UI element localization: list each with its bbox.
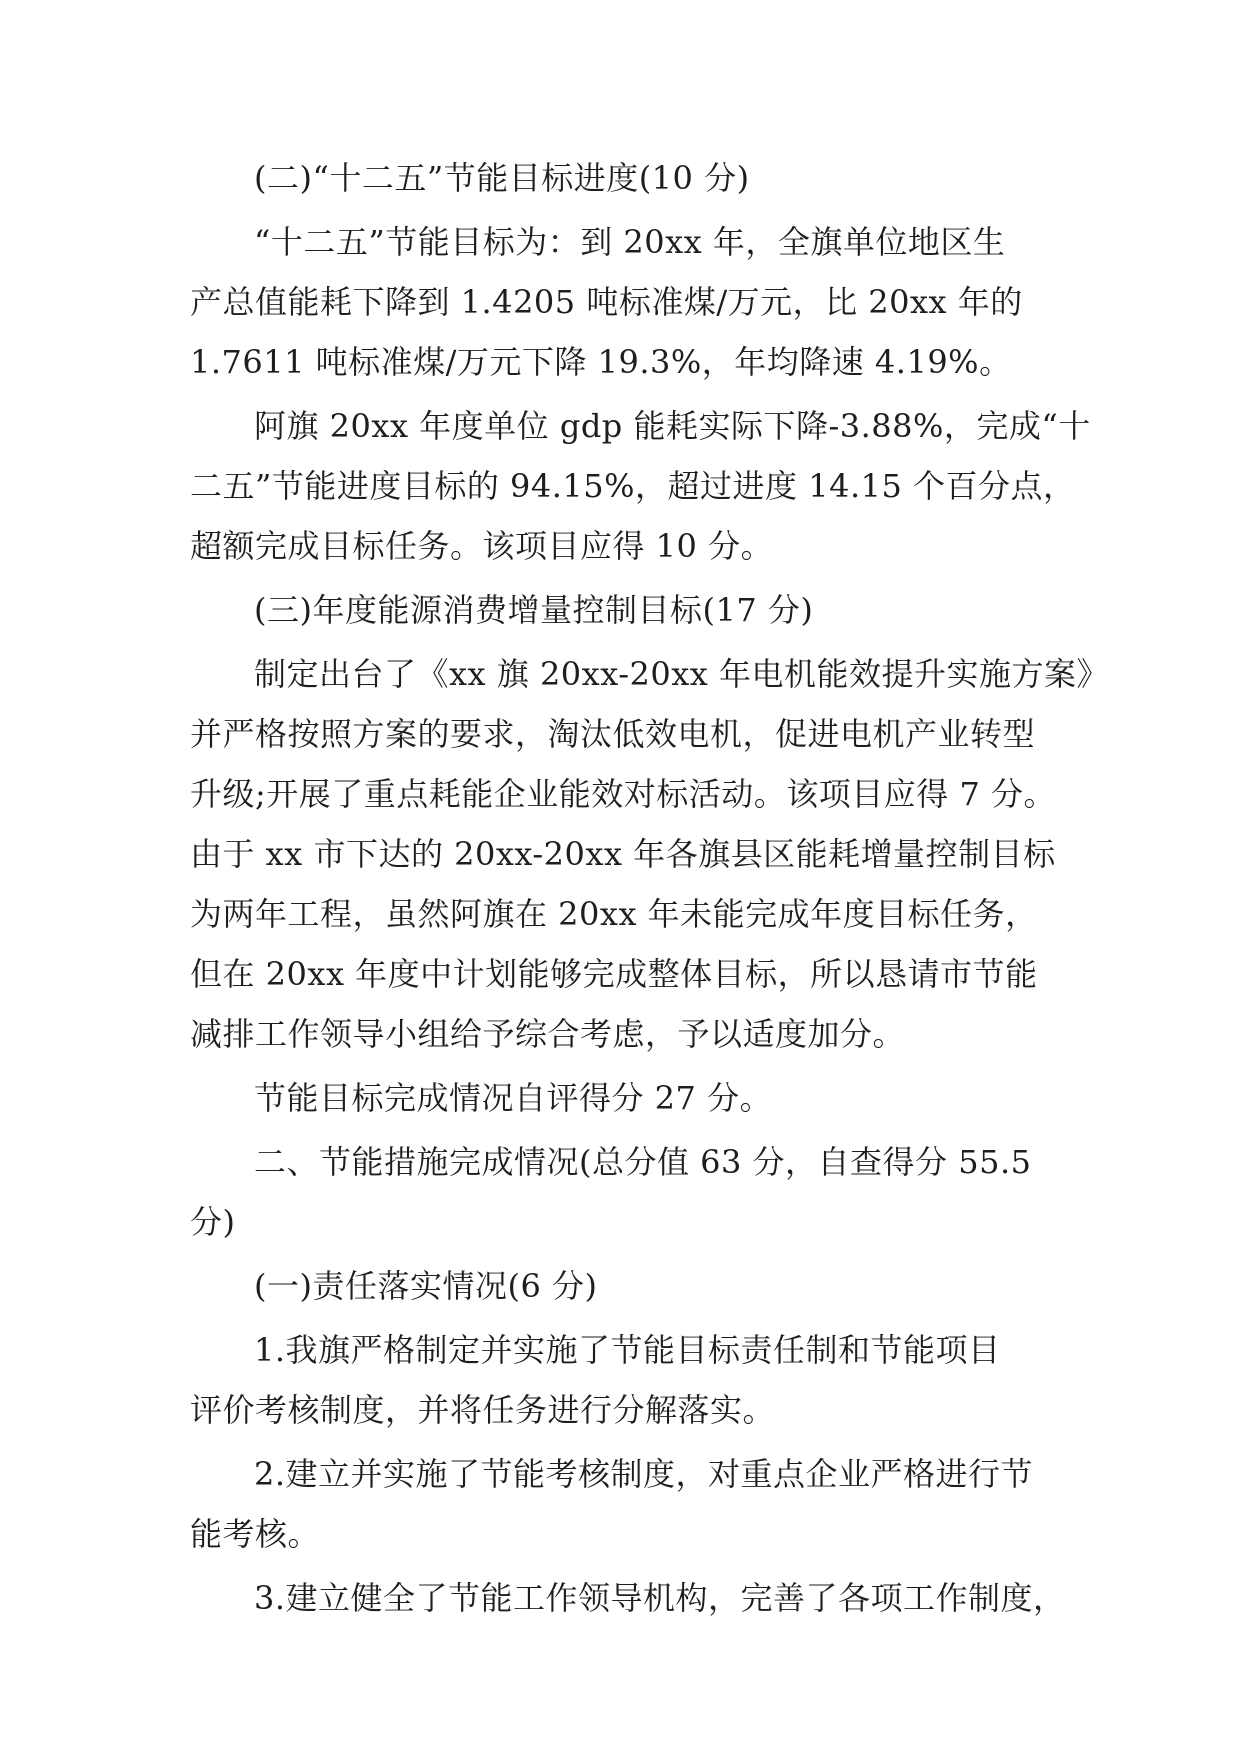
list-item-line: 1.我旗严格制定并实施了节能目标责任制和节能项目	[254, 1331, 1001, 1369]
paragraph-line: 节能目标完成情况自评得分 27 分。	[254, 1079, 773, 1117]
section-heading-measures: 二、节能措施完成情况(总分值 63 分，自查得分 55.5	[254, 1143, 1032, 1181]
paragraph-line: 由于 xx 市下达的 20xx-20xx 年各旗县区能耗增量控制目标	[190, 835, 1056, 873]
paragraph-line: 超额完成目标任务。该项目应得 10 分。	[190, 527, 774, 565]
paragraph-line: “十二五”节能目标为：到 20xx 年，全旗单位地区生	[254, 223, 1006, 261]
list-item-line: 2.建立并实施了节能考核制度，对重点企业严格进行节	[254, 1455, 1034, 1493]
paragraph-line: 并严格按照方案的要求，淘汰低效电机，促进电机产业转型	[190, 715, 1036, 753]
section-heading-responsibility: (一)责任落实情况(6 分)	[254, 1267, 598, 1305]
list-item-line: 3.建立健全了节能工作领导机构，完善了各项工作制度，	[254, 1579, 1066, 1617]
section-heading-energy-target-progress: (二)“十二五”节能目标进度(10 分)	[254, 159, 750, 197]
paragraph-line: 二五”节能进度目标的 94.15%，超过进度 14.15 个百分点，	[190, 467, 1076, 505]
list-item-line: 评价考核制度，并将任务进行分解落实。	[190, 1391, 776, 1429]
paragraph-line: 1.7611 吨标准煤/万元下降 19.3%，年均降速 4.19%。	[190, 343, 1012, 381]
section-heading-consumption-control: (三)年度能源消费增量控制目标(17 分)	[254, 591, 814, 629]
paragraph-line: 产总值能耗下降到 1.4205 吨标准煤/万元，比 20xx 年的	[190, 283, 1023, 321]
paragraph-line: 制定出台了《xx 旗 20xx-20xx 年电机能效提升实施方案》	[254, 655, 1109, 693]
paragraph-line: 升级;开展了重点耗能企业能效对标活动。该项目应得 7 分。	[190, 775, 1056, 813]
paragraph-line: 但在 20xx 年度中计划能够完成整体目标，所以恳请市节能	[190, 955, 1038, 993]
paragraph-line: 为两年工程，虽然阿旗在 20xx 年未能完成年度目标任务，	[190, 895, 1038, 933]
section-heading-measures-cont: 分)	[190, 1203, 236, 1241]
paragraph-line: 减排工作领导小组给予综合考虑，予以适度加分。	[190, 1015, 906, 1053]
document-body	[190, 148, 1109, 1628]
paragraph-line: 阿旗 20xx 年度单位 gdp 能耗实际下降-3.88%，完成“十	[254, 407, 1091, 445]
list-item-line: 能考核。	[190, 1515, 321, 1553]
